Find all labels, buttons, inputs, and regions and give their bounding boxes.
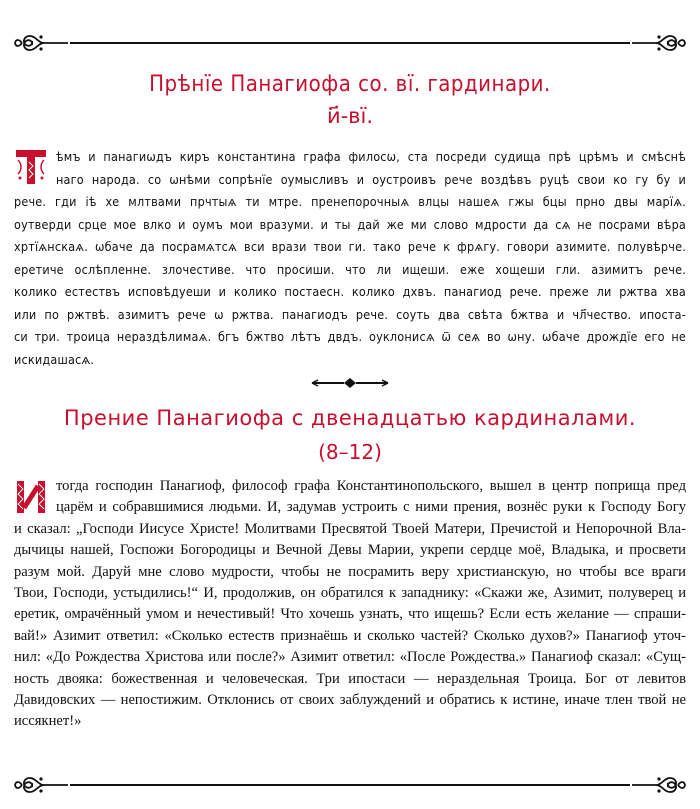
scroll-ornament-icon: [14, 28, 70, 58]
section2-line: еретик, омрачённый умом и нечестивый! Что хочешь узнать, что ищешь? Если есть желание — спраши-: [14, 606, 686, 623]
section1-line: искидашасѧ.: [14, 351, 95, 367]
section1-line: оутверди срце мое влко и оумъ мои вразуми. и ты дай же ми слово мдрости да сѧ не посрами вѣра: [14, 216, 686, 232]
section2-line: ность двояка: божественная и человеческая. Три ипостаси — нераздельная Троица. Бог от левитов: [14, 670, 686, 687]
section2-line: Твои, Господи, устыдились!“ И, продолжив, он обратился к западнику: «Скажи же, Азимит, полуверец и: [14, 585, 686, 602]
section1-subtitle: и҃-вї.: [326, 104, 374, 128]
section1-line: колико естествъ исповѣдуеши и колико постаесн. колико дхвъ. панагиод рече. преже ли ржтва хва: [14, 284, 686, 299]
scroll-ornament-icon: [630, 28, 686, 58]
section1-line: или по ржтвѣ. азимитъ рече ѡ ржтва. панагиодъ рече. соуть два свѣта бжтва и чл҃чество. ипоста-: [14, 306, 686, 322]
section1-line: рече. гди іѣ хе млтвами прчтыѧ ти мтре. пренепорочныѧ влцы нашеѧ гжы бцы прно двы марїѧ.: [14, 194, 686, 209]
scroll-ornament-icon: [630, 770, 686, 800]
section2-line: и сказал: „Господи Иисусе Христе! Молитвами Пресвятой Твоей Матери, Пречистой и Непорочной Вла-: [14, 520, 686, 537]
section2-line: нил: «До Рождества Христова или после?» Азимит ответил: «После Рождества.» Панагиоф сказал: «Сущ-: [14, 649, 686, 666]
ornate-i-initial-icon: [14, 478, 48, 516]
section2-line: вай!» Азимит ответил: «Сколько естеств признаёшь и сколько частей? Сколько духов?» Панагиоф уточ-: [14, 627, 686, 644]
section2-line: иссякнет!»: [14, 713, 82, 730]
section1-line: хртїѧнскаѧ. ѡбаче да посрамѧтсѧ вси врази твои ги. тако рече к фрѧгу. говори азимите. полувѣрче.: [14, 239, 686, 254]
section1-line: ѣмъ и панагиѡдъ киръ константина графа филосѡ, ста посреди судища прѣ црѣмъ и смѣснѣ: [56, 149, 686, 164]
section-divider-icon: [310, 376, 390, 390]
section1-line: си три. троица нераздѣлимаѧ. бгъ бжтво лѣтъ двдъ. оуклонисѧ ѿ сеѧ во ѡну. ѡбаче дрождїе его не: [14, 329, 686, 344]
section2-body: [14, 476, 686, 733]
section2-title: Прение Панагиофа с двенадцатью кардиналами.: [63, 406, 637, 430]
section2-line: дычицы нашей, Госпожи Богородицы и Вечной Девы Марии, укрепи сердце моё, Владыка, и просвети: [14, 542, 686, 559]
top-ornament-rule: [14, 28, 686, 58]
section1-line: еретиче ослѣпленне. злочестиве. что просиши. что ли ищеши. еже хощеши гли. азимитъ рече.: [14, 261, 686, 277]
ornate-t-initial-icon: [14, 148, 48, 186]
section2-line: Давидовских — непостижим. Отклонись от своих заблуждений и обратись к истине, иначе тлен твой не: [14, 692, 686, 709]
section2-line: тогда господин Панагиоф, философ графа Константинопольского, вышел в центр поприща пред: [56, 478, 686, 494]
section2-dropcap: [14, 478, 48, 514]
section2-line: разум мой. Даруй мне слово мудрости, чтобы не посрамить веру христианскую, но чтобы все враги: [14, 563, 686, 580]
section1-dropcap: [14, 148, 48, 184]
section1-line: наго народа. со ѡнѣми сопрѣнїе оумысливъ и оустроивъ рече воздѣвъ руцѣ свои ко гу бу и: [56, 171, 686, 187]
scroll-ornament-icon: [14, 770, 70, 800]
section1-body: [14, 146, 686, 371]
bottom-ornament-rule: [14, 770, 686, 800]
section2-line: царём и собравшимися людьми. И, задумав устроить с ними прения, вознёс руки к Господу Богу: [56, 499, 686, 516]
section1-title: Прѣнїе Панагиофа со. вї. гардинари.: [149, 72, 551, 97]
section2-subtitle: (8–12): [318, 440, 382, 464]
